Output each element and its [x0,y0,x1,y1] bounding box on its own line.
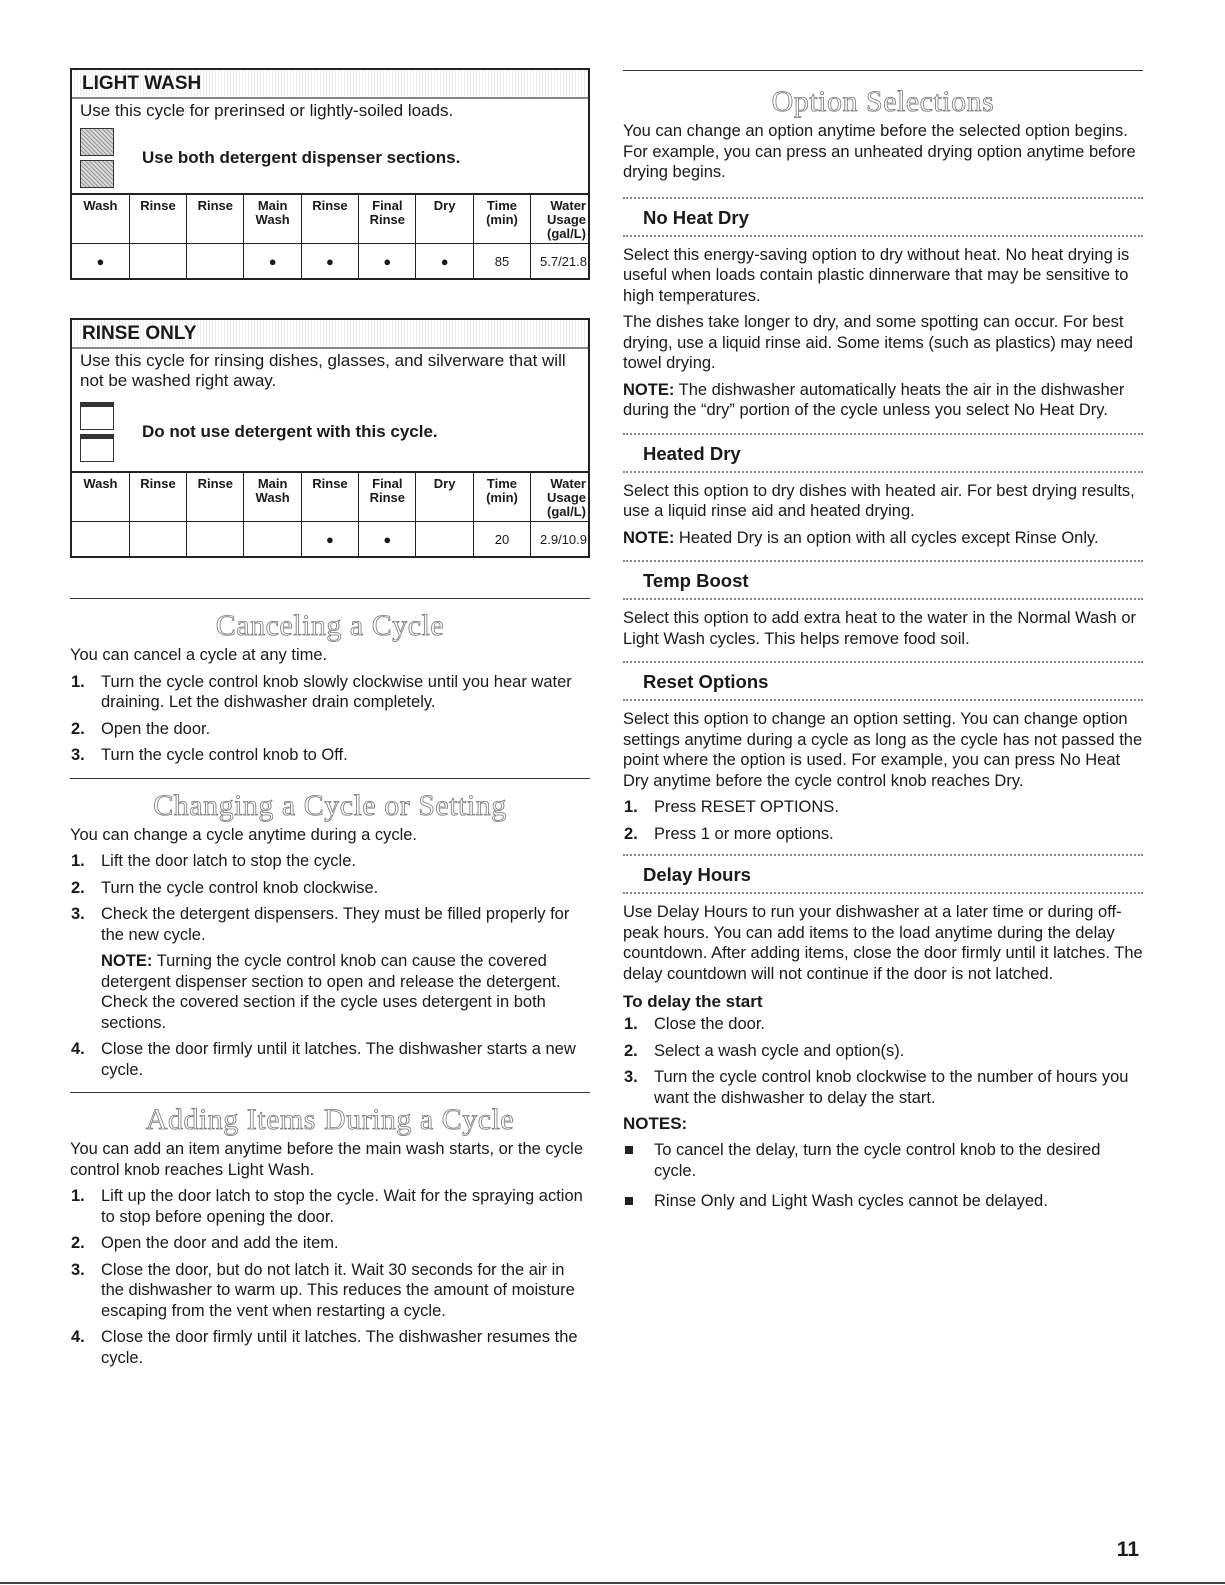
list-item: 2. Select a wash cycle and option(s). [624,1041,905,1060]
table-cell: ● [244,244,301,279]
table-cell: 20 [473,522,530,557]
no-heat-dry-heading: No Heat Dry [623,197,1143,237]
list-item: 1. Lift up the door latch to stop the cycle. Wait for the spraying action to stop before opening the door. [71,1187,583,1226]
col-header: Rinse [187,194,244,244]
heated-dry-p1: Select this option to dry dishes with heated air. For best drying results, use a liquid rinse aid and heated drying. [623,481,1135,520]
table-cell: ● [359,522,416,557]
changing-steps [70,851,590,1080]
adding-steps [70,1186,590,1368]
rinse-only-box [70,318,590,558]
reset-options-heading: Reset Options [623,661,1143,701]
col-header: Dry [416,472,473,522]
table-cell: ● [301,244,358,279]
delay-hours-p1: Use Delay Hours to run your dishwasher at a later time or during off-peak hours. You can add items to the load anytime during the delay countdown. After adding items, close the door firmly until it latches. The delay countdown will not continue if the door is not latched. [623,903,1143,983]
list-item: 1. Turn the cycle control knob slowly clockwise until you hear water draining. Let the dishwasher drain completely. [71,672,572,711]
dispenser-both-icon [80,128,116,188]
delay-hours-heading: Delay Hours [623,854,1143,894]
rinse-only-detergent-row [72,391,588,471]
rinse-only-title: RINSE ONLY [72,318,588,349]
col-header: Main Wash [244,472,301,522]
list-item: 2. Press 1 or more options. [624,824,834,843]
light-wash-detergent-text: Use both detergent dispenser sections. [142,148,461,167]
section-divider [70,598,590,599]
temp-boost-p1: Select this option to add extra heat to the water in the Normal Wash or Light Wash cycles. This helps remove food soil. [623,609,1136,648]
canceling-steps [70,672,590,766]
table-cell: 5.7/21.8 [531,244,588,279]
col-header: Wash [72,194,129,244]
changing-intro: You can change a cycle anytime during a cycle. [70,825,418,844]
adding-title: Adding Items During a Cycle [145,1103,515,1136]
col-header: Time (min) [473,194,530,244]
list-item: 1. Close the door. [624,1015,765,1033]
col-header: Rinse [187,472,244,522]
no-heat-dry-p2: The dishes take longer to dry, and some spotting can occur. For best drying, use a liquid rinse aid. Some items (such as plastics) may need towel drying. [623,313,1133,372]
table-cell: ● [359,244,416,279]
temp-boost-heading: Temp Boost [623,560,1143,600]
col-header: Time (min) [473,472,530,522]
list-item: 1. Press RESET OPTIONS. [624,798,839,816]
col-header: Final Rinse [359,472,416,522]
table-cell: ● [416,244,473,279]
rinse-only-table [72,471,588,556]
list-item: 4. Close the door firmly until it latches. The dishwasher resumes the cycle. [71,1328,578,1367]
reset-steps [623,797,1143,844]
list-item: Rinse Only and Light Wash cycles cannot be delayed. [623,1191,1143,1212]
table-cell [416,522,473,557]
left-column [70,68,590,1374]
light-wash-detergent-row [72,121,588,193]
section-divider [623,70,1143,71]
table-row [72,244,588,279]
table-cell [187,244,244,279]
list-item: 1. Lift the door latch to stop the cycle. [71,852,356,870]
table-cell: ● [301,522,358,557]
col-header: Rinse [301,472,358,522]
list-item: 2. Open the door. [71,719,211,738]
col-header: Rinse [129,472,186,522]
changing-note: NOTE: Turning the cycle control knob can cause the covered detergent dispenser section to open and release the detergent. Check the covered section if the cycle uses detergent in both sections. [101,952,561,1032]
rinse-only-description: Use this cycle for rinsing dishes, glasses, and silverware that will not be washed right away. [80,351,566,390]
page-number: 11 [1116,1538,1139,1561]
list-item: 3. Close the door, but do not latch it. Wait 30 seconds for the air in the dishwasher to warm up. This reduces the amount of moisture escaping from the vent when restarting a cycle. [71,1260,575,1320]
col-header: Wash [72,472,129,522]
table-cell [129,244,186,279]
light-wash-box [70,68,590,280]
table-cell [72,522,129,557]
right-column [623,70,1143,1222]
section-divider [70,1092,590,1093]
notes-label: NOTES: [623,1114,688,1133]
list-item: 2. Open the door and add the item. [71,1234,339,1252]
col-header: Water Usage (gal/L) [531,194,588,244]
col-header: Final Rinse [359,194,416,244]
list-item: 4. Close the door firmly until it latches. The dishwasher starts a new cycle. [71,1040,576,1079]
canceling-intro: You can cancel a cycle at any time. [70,646,328,664]
col-header: Main Wash [244,194,301,244]
dispenser-empty-icon [80,402,116,462]
col-header: Rinse [129,194,186,244]
table-cell: ● [72,244,129,279]
page-bottom-rule [0,1582,1225,1584]
light-wash-table [72,193,588,278]
list-item: 3. Turn the cycle control knob clockwise to the number of hours you want the dishwasher to delay the start. [624,1068,1129,1107]
light-wash-title: LIGHT WASH [72,68,588,99]
col-header: Water Usage (gal/L) [531,472,588,522]
table-cell [129,522,186,557]
section-divider [70,778,590,779]
rinse-only-detergent-text: Do not use detergent with this cycle. [142,422,438,441]
heated-dry-heading: Heated Dry [623,433,1143,473]
no-heat-dry-note: NOTE: The dishwasher automatically heats the air in the dishwasher during the “dry” portion of the cycle unless you select No Heat Dry. [623,380,1125,419]
list-item: 2. Turn the cycle control knob clockwise. [71,878,379,897]
table-cell [244,522,301,557]
no-heat-dry-p1: Select this energy-saving option to dry without heat. No heat drying is useful when loads contain plastic dinnerware that may be sensitive to high temperatures. [623,245,1130,305]
table-row [72,522,588,557]
options-title: Option Selections [771,85,995,118]
table-cell: 85 [473,244,530,279]
table-cell [187,522,244,557]
table-cell: 2.9/10.9 [531,522,588,557]
notes-list [623,1140,1143,1212]
delay-steps [623,1014,1143,1108]
col-header: Rinse [301,194,358,244]
adding-intro: You can add an item anytime before the main wash starts, or the cycle control knob reaches Light Wash. [70,1140,583,1179]
canceling-title: Canceling a Cycle [215,609,445,642]
reset-options-p1: Select this option to change an option setting. You can change option settings anytime during a cycle as long as the cycle has not passed the point where the option is used. For example, you can press No Heat Dry anytime before the cycle control knob reaches Dry. [623,710,1143,790]
list-item: 3. Turn the cycle control knob to Off. [71,746,348,764]
options-intro: You can change an option anytime before the selected option begins. For example, you can press an unheated drying option anytime before drying begins. [623,122,1136,181]
list-item: To cancel the delay, turn the cycle control knob to the desired cycle. [623,1140,1143,1181]
list-item: 3. Check the detergent dispensers. They must be filled properly for the new cycle. NOTE: Turning the cycle control knob can cause the covered detergent dispenser section to open and release the detergent. Check the covered section if the cycle uses detergent in both sections. [70,904,590,1033]
light-wash-description: Use this cycle for prerinsed or lightly-soiled loads. [80,101,454,120]
delay-start-subhead: To delay the start [623,992,763,1011]
heated-dry-note: NOTE: Heated Dry is an option with all cycles except Rinse Only. [623,528,1099,547]
changing-title: Changing a Cycle or Setting [153,788,507,822]
col-header: Dry [416,194,473,244]
